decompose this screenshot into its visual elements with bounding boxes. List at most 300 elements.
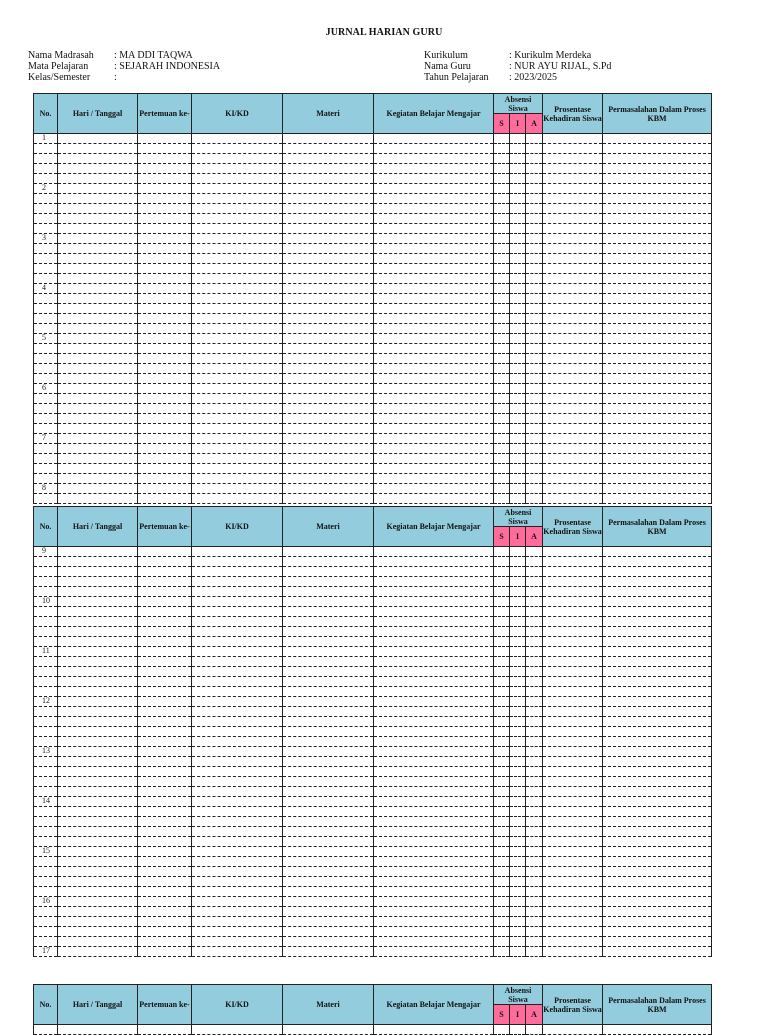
table-cell[interactable] <box>374 927 494 937</box>
table-cell[interactable] <box>283 557 374 567</box>
table-cell[interactable] <box>510 747 526 757</box>
table-cell[interactable] <box>192 264 283 274</box>
table-cell[interactable] <box>603 184 712 194</box>
table-cell[interactable] <box>526 597 543 607</box>
table-cell[interactable] <box>138 927 192 937</box>
entry-number-cell[interactable]: 10 <box>34 597 58 607</box>
table-cell[interactable] <box>494 394 510 404</box>
table-cell[interactable] <box>603 424 712 434</box>
table-cell[interactable] <box>526 677 543 687</box>
table-cell[interactable] <box>494 837 510 847</box>
table-cell[interactable] <box>374 867 494 877</box>
table-cell[interactable] <box>494 324 510 334</box>
entry-number-cell[interactable]: 17 <box>34 947 58 957</box>
table-cell[interactable] <box>603 557 712 567</box>
table-cell[interactable] <box>138 224 192 234</box>
table-cell[interactable] <box>603 887 712 897</box>
table-cell[interactable] <box>283 414 374 424</box>
table-cell[interactable] <box>138 184 192 194</box>
table-cell[interactable] <box>138 364 192 374</box>
table-cell[interactable] <box>526 637 543 647</box>
table-cell[interactable] <box>543 617 603 627</box>
table-cell[interactable] <box>510 917 526 927</box>
table-cell[interactable] <box>603 707 712 717</box>
table-cell[interactable] <box>58 424 138 434</box>
entry-number-cell[interactable] <box>34 837 58 847</box>
table-cell[interactable] <box>494 777 510 787</box>
table-cell[interactable] <box>510 134 526 144</box>
table-cell[interactable] <box>603 947 712 957</box>
table-cell[interactable] <box>138 344 192 354</box>
table-cell[interactable] <box>374 837 494 847</box>
table-cell[interactable] <box>58 807 138 817</box>
table-cell[interactable] <box>58 314 138 324</box>
table-cell[interactable] <box>374 334 494 344</box>
table-cell[interactable] <box>603 254 712 264</box>
table-cell[interactable] <box>58 887 138 897</box>
table-cell[interactable] <box>138 494 192 504</box>
table-cell[interactable] <box>58 414 138 424</box>
table-cell[interactable] <box>138 767 192 777</box>
table-cell[interactable] <box>526 284 543 294</box>
table-cell[interactable] <box>374 164 494 174</box>
table-cell[interactable] <box>192 214 283 224</box>
table-cell[interactable] <box>526 174 543 184</box>
table-cell[interactable] <box>58 474 138 484</box>
table-cell[interactable] <box>494 374 510 384</box>
table-cell[interactable] <box>603 274 712 284</box>
table-cell[interactable] <box>603 244 712 254</box>
table-cell[interactable] <box>374 577 494 587</box>
table-cell[interactable] <box>543 837 603 847</box>
entry-number-cell[interactable] <box>34 274 58 284</box>
table-cell[interactable] <box>283 484 374 494</box>
table-cell[interactable] <box>138 687 192 697</box>
table-cell[interactable] <box>603 354 712 364</box>
table-cell[interactable] <box>192 334 283 344</box>
entry-number-cell[interactable] <box>34 687 58 697</box>
table-cell[interactable] <box>283 867 374 877</box>
table-cell[interactable] <box>494 214 510 224</box>
table-cell[interactable] <box>138 807 192 817</box>
table-cell[interactable] <box>494 274 510 284</box>
table-cell[interactable] <box>510 637 526 647</box>
table-cell[interactable] <box>138 294 192 304</box>
table-cell[interactable] <box>138 917 192 927</box>
table-cell[interactable] <box>283 1025 374 1035</box>
table-cell[interactable] <box>510 707 526 717</box>
table-cell[interactable] <box>283 134 374 144</box>
table-cell[interactable] <box>192 737 283 747</box>
entry-number-cell[interactable] <box>34 494 58 504</box>
table-cell[interactable] <box>138 657 192 667</box>
table-cell[interactable] <box>543 364 603 374</box>
table-cell[interactable] <box>58 224 138 234</box>
table-cell[interactable] <box>526 937 543 947</box>
table-cell[interactable] <box>526 224 543 234</box>
table-cell[interactable] <box>510 334 526 344</box>
table-cell[interactable] <box>58 787 138 797</box>
table-cell[interactable] <box>283 174 374 184</box>
table-cell[interactable] <box>58 204 138 214</box>
table-cell[interactable] <box>510 887 526 897</box>
table-cell[interactable] <box>603 897 712 907</box>
table-cell[interactable] <box>283 627 374 637</box>
table-cell[interactable] <box>526 274 543 284</box>
table-cell[interactable] <box>543 324 603 334</box>
table-cell[interactable] <box>526 464 543 474</box>
table-cell[interactable] <box>192 547 283 557</box>
table-cell[interactable] <box>58 557 138 567</box>
table-cell[interactable] <box>603 374 712 384</box>
entry-number-cell[interactable] <box>34 454 58 464</box>
table-cell[interactable] <box>603 334 712 344</box>
table-cell[interactable] <box>58 937 138 947</box>
table-cell[interactable] <box>543 284 603 294</box>
table-cell[interactable] <box>283 324 374 334</box>
entry-number-cell[interactable] <box>34 474 58 484</box>
table-cell[interactable] <box>494 284 510 294</box>
table-cell[interactable] <box>192 494 283 504</box>
table-cell[interactable] <box>603 867 712 877</box>
table-cell[interactable] <box>192 947 283 957</box>
table-cell[interactable] <box>283 424 374 434</box>
table-cell[interactable] <box>510 354 526 364</box>
table-cell[interactable] <box>283 214 374 224</box>
table-cell[interactable] <box>138 314 192 324</box>
table-cell[interactable] <box>374 304 494 314</box>
table-cell[interactable] <box>543 887 603 897</box>
entry-number-cell[interactable]: 5 <box>34 334 58 344</box>
table-cell[interactable] <box>510 424 526 434</box>
table-cell[interactable] <box>58 254 138 264</box>
table-cell[interactable] <box>138 334 192 344</box>
table-cell[interactable] <box>192 867 283 877</box>
table-cell[interactable] <box>543 777 603 787</box>
table-cell[interactable] <box>603 264 712 274</box>
table-cell[interactable] <box>58 797 138 807</box>
table-cell[interactable] <box>283 707 374 717</box>
table-cell[interactable] <box>374 547 494 557</box>
table-cell[interactable] <box>494 877 510 887</box>
table-cell[interactable] <box>192 1025 283 1035</box>
table-cell[interactable] <box>192 927 283 937</box>
table-cell[interactable] <box>543 314 603 324</box>
table-cell[interactable] <box>510 194 526 204</box>
table-cell[interactable] <box>58 194 138 204</box>
entry-number-cell[interactable] <box>34 314 58 324</box>
table-cell[interactable] <box>374 737 494 747</box>
entry-number-cell[interactable] <box>34 567 58 577</box>
table-cell[interactable] <box>283 204 374 214</box>
table-cell[interactable] <box>283 164 374 174</box>
table-cell[interactable] <box>603 314 712 324</box>
table-cell[interactable] <box>510 717 526 727</box>
table-cell[interactable] <box>374 474 494 484</box>
table-cell[interactable] <box>510 827 526 837</box>
table-cell[interactable] <box>603 667 712 677</box>
table-cell[interactable] <box>526 777 543 787</box>
table-cell[interactable] <box>543 647 603 657</box>
table-cell[interactable] <box>526 577 543 587</box>
table-cell[interactable] <box>374 907 494 917</box>
table-cell[interactable] <box>543 344 603 354</box>
entry-number-cell[interactable] <box>34 424 58 434</box>
table-cell[interactable] <box>58 717 138 727</box>
table-cell[interactable] <box>526 244 543 254</box>
table-cell[interactable] <box>526 494 543 504</box>
table-cell[interactable] <box>58 354 138 364</box>
table-cell[interactable] <box>603 607 712 617</box>
table-cell[interactable] <box>543 577 603 587</box>
table-cell[interactable] <box>526 394 543 404</box>
table-cell[interactable] <box>494 797 510 807</box>
table-cell[interactable] <box>510 314 526 324</box>
entry-number-cell[interactable] <box>34 374 58 384</box>
table-cell[interactable] <box>283 494 374 504</box>
table-cell[interactable] <box>510 164 526 174</box>
table-cell[interactable] <box>283 807 374 817</box>
table-cell[interactable] <box>192 254 283 264</box>
table-cell[interactable] <box>374 817 494 827</box>
table-cell[interactable] <box>543 354 603 364</box>
table-cell[interactable] <box>494 547 510 557</box>
table-cell[interactable] <box>526 807 543 817</box>
table-cell[interactable] <box>58 827 138 837</box>
table-cell[interactable] <box>283 464 374 474</box>
table-cell[interactable] <box>58 687 138 697</box>
table-cell[interactable] <box>543 807 603 817</box>
table-cell[interactable] <box>526 947 543 957</box>
table-cell[interactable] <box>374 707 494 717</box>
table-cell[interactable] <box>510 234 526 244</box>
table-cell[interactable] <box>374 494 494 504</box>
table-cell[interactable] <box>510 557 526 567</box>
table-cell[interactable] <box>510 907 526 917</box>
table-cell[interactable] <box>283 394 374 404</box>
table-cell[interactable] <box>192 807 283 817</box>
table-cell[interactable] <box>283 314 374 324</box>
table-cell[interactable] <box>283 667 374 677</box>
table-cell[interactable] <box>138 737 192 747</box>
table-cell[interactable] <box>138 877 192 887</box>
table-cell[interactable] <box>526 797 543 807</box>
table-cell[interactable] <box>510 484 526 494</box>
table-cell[interactable] <box>543 274 603 284</box>
table-cell[interactable] <box>603 767 712 777</box>
table-cell[interactable] <box>543 737 603 747</box>
table-cell[interactable] <box>543 827 603 837</box>
table-cell[interactable] <box>526 717 543 727</box>
entry-number-cell[interactable] <box>34 254 58 264</box>
table-cell[interactable] <box>526 484 543 494</box>
entry-number-cell[interactable] <box>34 907 58 917</box>
table-cell[interactable] <box>526 787 543 797</box>
entry-number-cell[interactable] <box>34 807 58 817</box>
table-cell[interactable] <box>526 697 543 707</box>
table-cell[interactable] <box>603 747 712 757</box>
entry-number-cell[interactable] <box>34 324 58 334</box>
table-cell[interactable] <box>192 877 283 887</box>
table-cell[interactable] <box>374 657 494 667</box>
table-cell[interactable] <box>374 204 494 214</box>
table-cell[interactable] <box>510 767 526 777</box>
table-cell[interactable] <box>603 647 712 657</box>
table-cell[interactable] <box>192 384 283 394</box>
table-cell[interactable] <box>58 404 138 414</box>
table-cell[interactable] <box>192 284 283 294</box>
table-cell[interactable] <box>603 284 712 294</box>
table-cell[interactable] <box>283 937 374 947</box>
table-cell[interactable] <box>283 294 374 304</box>
table-cell[interactable] <box>58 737 138 747</box>
table-cell[interactable] <box>192 657 283 667</box>
table-cell[interactable] <box>374 464 494 474</box>
table-cell[interactable] <box>283 857 374 867</box>
entry-number-cell[interactable] <box>34 917 58 927</box>
table-cell[interactable] <box>283 244 374 254</box>
table-cell[interactable] <box>138 557 192 567</box>
table-cell[interactable] <box>510 454 526 464</box>
table-cell[interactable] <box>138 617 192 627</box>
table-cell[interactable] <box>603 857 712 867</box>
table-cell[interactable] <box>603 797 712 807</box>
table-cell[interactable] <box>603 547 712 557</box>
table-cell[interactable] <box>510 607 526 617</box>
table-cell[interactable] <box>543 717 603 727</box>
table-cell[interactable] <box>58 324 138 334</box>
table-cell[interactable] <box>58 364 138 374</box>
table-cell[interactable] <box>510 214 526 224</box>
table-cell[interactable] <box>374 947 494 957</box>
table-cell[interactable] <box>138 887 192 897</box>
table-cell[interactable] <box>526 907 543 917</box>
table-cell[interactable] <box>510 494 526 504</box>
table-cell[interactable] <box>494 937 510 947</box>
table-cell[interactable] <box>543 464 603 474</box>
table-cell[interactable] <box>138 414 192 424</box>
table-cell[interactable] <box>192 134 283 144</box>
table-cell[interactable] <box>283 344 374 354</box>
table-cell[interactable] <box>494 194 510 204</box>
table-cell[interactable] <box>494 707 510 717</box>
table-cell[interactable] <box>374 847 494 857</box>
table-cell[interactable] <box>283 797 374 807</box>
table-cell[interactable] <box>510 404 526 414</box>
table-cell[interactable] <box>494 767 510 777</box>
table-cell[interactable] <box>283 194 374 204</box>
table-cell[interactable] <box>543 494 603 504</box>
entry-number-cell[interactable]: 6 <box>34 384 58 394</box>
table-cell[interactable] <box>374 394 494 404</box>
table-cell[interactable] <box>543 857 603 867</box>
table-cell[interactable] <box>543 947 603 957</box>
table-cell[interactable] <box>374 384 494 394</box>
table-cell[interactable] <box>192 687 283 697</box>
entry-number-cell[interactable] <box>34 204 58 214</box>
table-cell[interactable] <box>526 434 543 444</box>
table-cell[interactable] <box>138 567 192 577</box>
table-cell[interactable] <box>58 344 138 354</box>
table-cell[interactable] <box>283 474 374 484</box>
table-cell[interactable] <box>58 877 138 887</box>
table-cell[interactable] <box>603 174 712 184</box>
table-cell[interactable] <box>58 174 138 184</box>
table-cell[interactable] <box>138 867 192 877</box>
table-cell[interactable] <box>374 374 494 384</box>
table-cell[interactable] <box>603 627 712 637</box>
entry-number-cell[interactable] <box>34 364 58 374</box>
table-cell[interactable] <box>138 827 192 837</box>
table-cell[interactable] <box>603 697 712 707</box>
table-cell[interactable] <box>283 637 374 647</box>
table-cell[interactable] <box>192 707 283 717</box>
table-cell[interactable] <box>603 877 712 887</box>
table-cell[interactable] <box>603 927 712 937</box>
table-cell[interactable] <box>138 464 192 474</box>
table-cell[interactable] <box>526 254 543 264</box>
table-cell[interactable] <box>543 234 603 244</box>
table-cell[interactable] <box>192 244 283 254</box>
table-cell[interactable] <box>510 737 526 747</box>
table-cell[interactable] <box>283 747 374 757</box>
table-cell[interactable] <box>543 294 603 304</box>
table-cell[interactable] <box>603 787 712 797</box>
table-cell[interactable] <box>374 647 494 657</box>
table-cell[interactable] <box>510 657 526 667</box>
table-cell[interactable] <box>138 907 192 917</box>
table-cell[interactable] <box>192 797 283 807</box>
entry-number-cell[interactable] <box>34 777 58 787</box>
table-cell[interactable] <box>526 707 543 717</box>
table-cell[interactable] <box>374 777 494 787</box>
table-cell[interactable] <box>58 374 138 384</box>
table-cell[interactable] <box>543 847 603 857</box>
table-cell[interactable] <box>543 444 603 454</box>
table-cell[interactable] <box>192 667 283 677</box>
table-cell[interactable] <box>192 637 283 647</box>
table-cell[interactable] <box>526 817 543 827</box>
table-cell[interactable] <box>510 877 526 887</box>
table-cell[interactable] <box>192 444 283 454</box>
table-cell[interactable] <box>192 424 283 434</box>
table-cell[interactable] <box>192 617 283 627</box>
table-cell[interactable] <box>526 154 543 164</box>
table-cell[interactable] <box>374 234 494 244</box>
table-cell[interactable] <box>374 484 494 494</box>
table-cell[interactable] <box>603 847 712 857</box>
table-cell[interactable] <box>283 404 374 414</box>
table-cell[interactable] <box>138 547 192 557</box>
table-cell[interactable] <box>526 687 543 697</box>
table-cell[interactable] <box>138 637 192 647</box>
table-cell[interactable] <box>603 617 712 627</box>
table-cell[interactable] <box>283 607 374 617</box>
table-cell[interactable] <box>138 374 192 384</box>
table-cell[interactable] <box>543 404 603 414</box>
table-cell[interactable] <box>526 134 543 144</box>
table-cell[interactable] <box>603 224 712 234</box>
table-cell[interactable] <box>494 807 510 817</box>
table-cell[interactable] <box>510 587 526 597</box>
table-cell[interactable] <box>510 394 526 404</box>
table-cell[interactable] <box>138 244 192 254</box>
table-cell[interactable] <box>494 354 510 364</box>
table-cell[interactable] <box>543 254 603 264</box>
table-cell[interactable] <box>138 677 192 687</box>
table-cell[interactable] <box>283 444 374 454</box>
table-cell[interactable] <box>603 324 712 334</box>
